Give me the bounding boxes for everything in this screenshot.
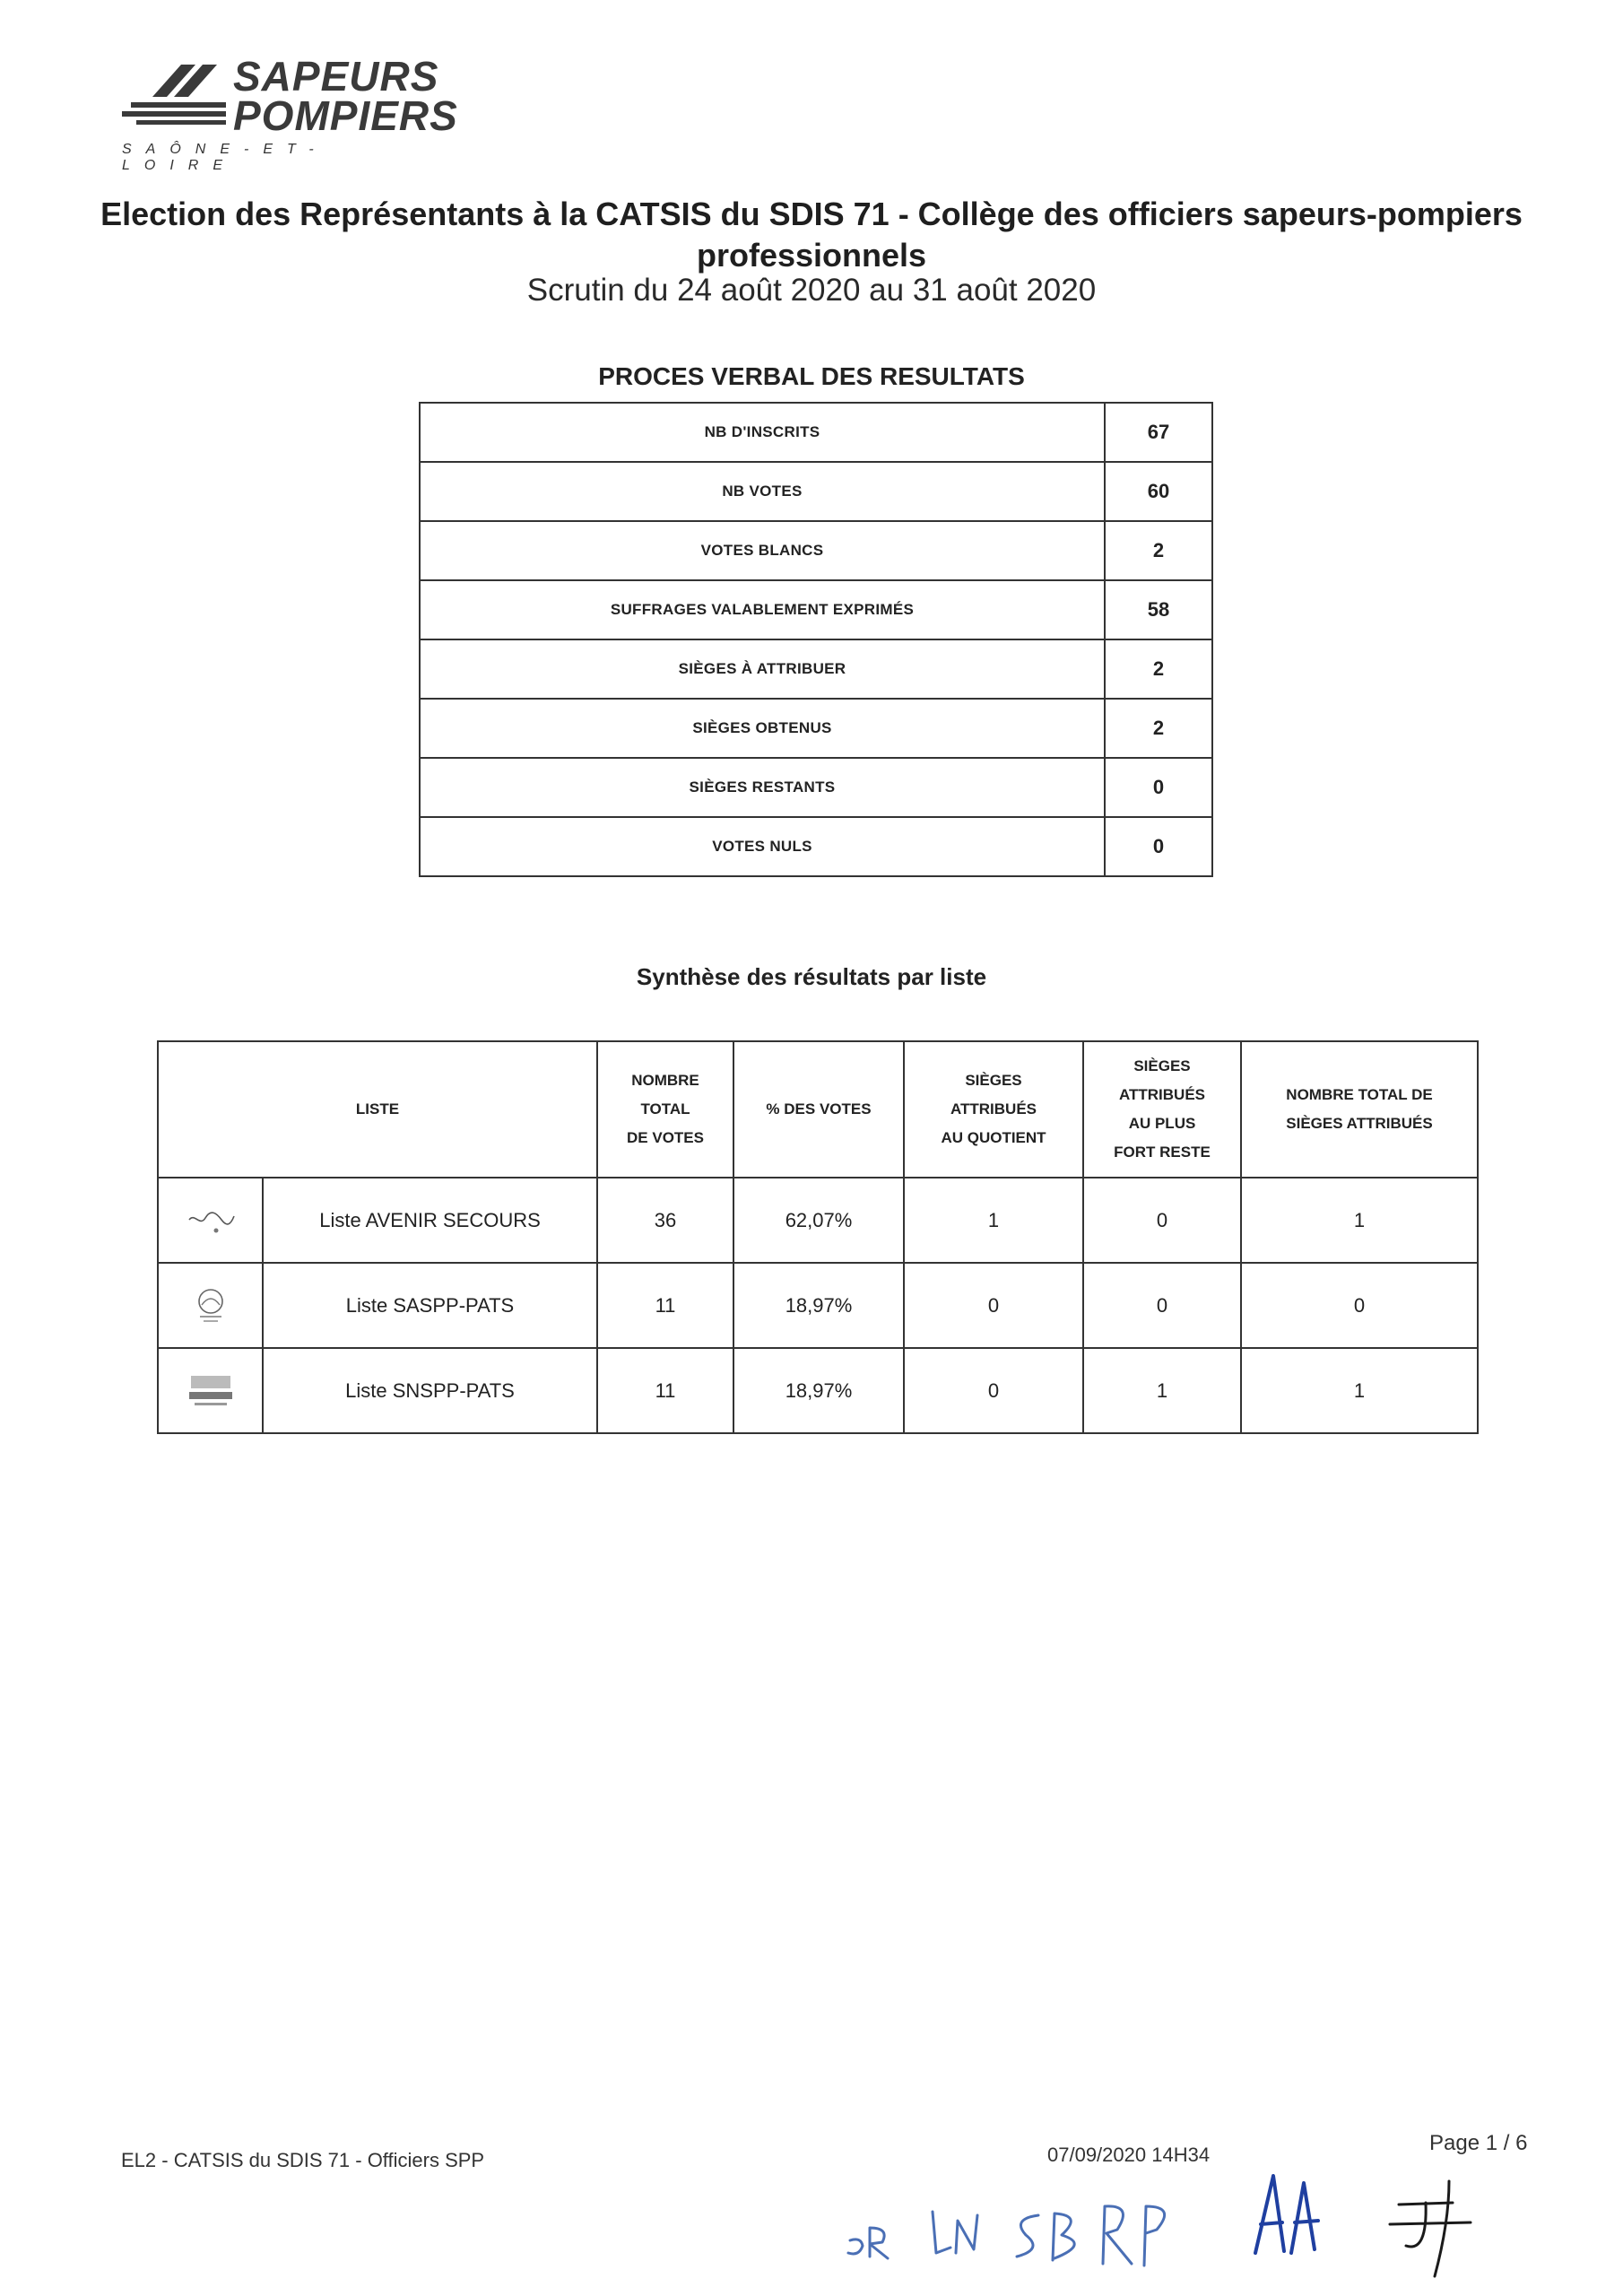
list-total: 0 (1241, 1263, 1478, 1348)
pv-value: 0 (1105, 817, 1212, 876)
pv-label: NB D'INSCRITS (420, 403, 1105, 462)
footer-document-name: EL2 - CATSIS du SDIS 71 - Officiers SPP (121, 2149, 485, 2171)
pv-value: 2 (1105, 639, 1212, 699)
list-reste: 0 (1083, 1263, 1241, 1348)
pv-label: VOTES BLANCS (420, 521, 1105, 580)
list-total: 1 (1241, 1348, 1478, 1433)
pv-value: 67 (1105, 403, 1212, 462)
page-number: Page 1 / 6 (1429, 2131, 1528, 2155)
header-pct-votes: % DES VOTES (733, 1041, 904, 1178)
list-pct: 18,97% (733, 1263, 904, 1348)
table-row (420, 580, 1212, 639)
page-subtitle: Scrutin du 24 août 2020 au 31 août 2020 (526, 273, 1097, 308)
table-row (420, 699, 1212, 758)
handwritten-initials (843, 2160, 1524, 2285)
list-name: Liste SASPP-PATS (263, 1263, 597, 1348)
table-header-row (158, 1041, 1478, 1178)
table-row (420, 462, 1212, 521)
list-total: 1 (1241, 1178, 1478, 1263)
pv-label: NB VOTES (420, 462, 1105, 521)
logo-subtitle: SAÔNE-ET-LOIRE (122, 142, 328, 173)
saspp-pats-logo-icon (184, 1285, 238, 1326)
table-row (158, 1348, 1478, 1433)
list-name: Liste AVENIR SECOURS (263, 1178, 597, 1263)
synthese-title: Synthèse des résultats par liste (636, 963, 987, 990)
list-votes: 36 (597, 1178, 733, 1263)
pv-label: SIÈGES OBTENUS (420, 699, 1105, 758)
table-row (158, 1178, 1478, 1263)
list-name: Liste SNSPP-PATS (263, 1348, 597, 1433)
table-row (420, 521, 1212, 580)
header-sieges-reste: SIÈGES ATTRIBUÉS AU PLUS FORT RESTE (1083, 1041, 1241, 1178)
proces-verbal-table (419, 402, 1213, 877)
header-nombre-total: NOMBRE TOTAL DE VOTES (597, 1041, 733, 1178)
pv-value: 0 (1105, 758, 1212, 817)
pv-label: VOTES NULS (420, 817, 1105, 876)
pv-value: 2 (1105, 521, 1212, 580)
list-logo-cell (158, 1263, 263, 1348)
table-row (420, 403, 1212, 462)
list-pct: 62,07% (733, 1178, 904, 1263)
table-row (420, 817, 1212, 876)
list-pct: 18,97% (733, 1348, 904, 1433)
list-quotient: 1 (904, 1178, 1083, 1263)
list-logo-cell (158, 1348, 263, 1433)
footer-date: 07/09/2020 14H34 (1047, 2144, 1211, 2166)
list-votes: 11 (597, 1263, 733, 1348)
logo-line-2: POMPIERS (233, 92, 458, 139)
header-liste: LISTE (158, 1041, 597, 1178)
table-row (420, 758, 1212, 817)
list-reste: 1 (1083, 1348, 1241, 1433)
pv-value: 58 (1105, 580, 1212, 639)
list-reste: 0 (1083, 1178, 1241, 1263)
page-title: Election des Représentants à la CATSIS du SDIS 71 - Collège des officiers sapeurs-pompiers professionnels (100, 196, 1523, 274)
table-row (420, 639, 1212, 699)
list-votes: 11 (597, 1348, 733, 1433)
sdis-logo (118, 52, 458, 173)
table-row (158, 1263, 1478, 1348)
list-logo-cell (158, 1178, 263, 1263)
pv-label: SIÈGES À ATTRIBUER (420, 639, 1105, 699)
pv-value: 2 (1105, 699, 1212, 758)
proces-verbal-title: PROCES VERBAL DES RESULTATS (598, 362, 1025, 390)
list-quotient: 0 (904, 1263, 1083, 1348)
header-sieges-quotient: SIÈGES ATTRIBUÉS AU QUOTIENT (904, 1041, 1083, 1178)
logo-line-1: SAPEURS (233, 53, 439, 100)
pv-value: 60 (1105, 462, 1212, 521)
fire-department-emblem-icon (118, 59, 235, 131)
pv-label: SIÈGES RESTANTS (420, 758, 1105, 817)
avenir-secours-logo-icon (184, 1200, 238, 1241)
pv-label: SUFFRAGES VALABLEMENT EXPRIMÉS (420, 580, 1105, 639)
snspp-pats-logo-icon (184, 1370, 238, 1412)
synthese-table (157, 1040, 1479, 1434)
header-total-sieges: NOMBRE TOTAL DE SIÈGES ATTRIBUÉS (1241, 1041, 1478, 1178)
list-quotient: 0 (904, 1348, 1083, 1433)
